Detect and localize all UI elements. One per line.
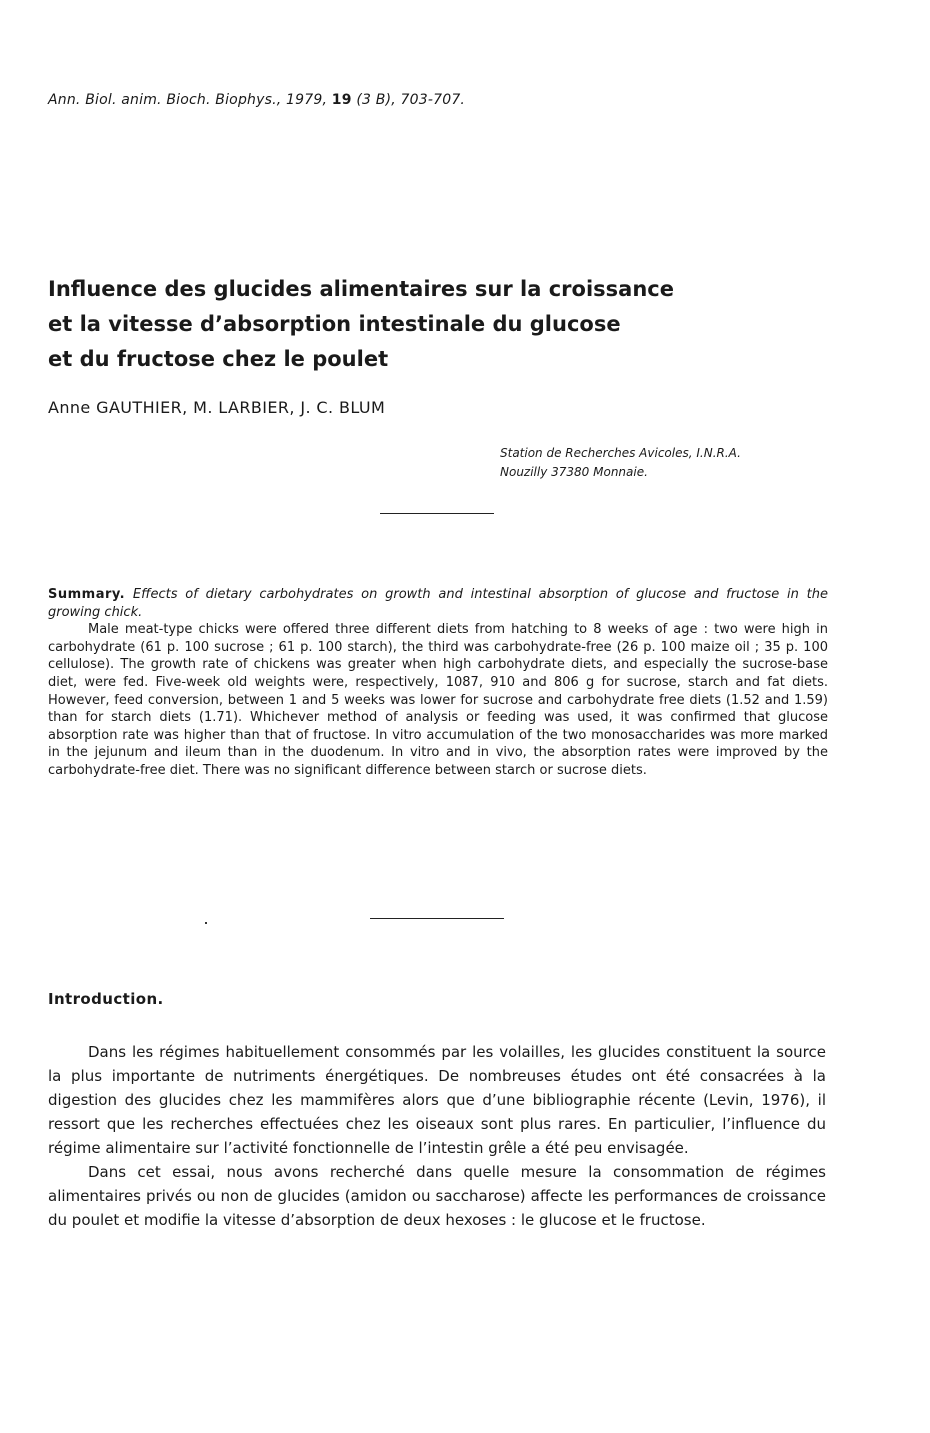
stray-dot: [205, 922, 207, 924]
summary-body: Male meat-type chicks were offered three different diets from hatching to 8 weeks of age : two were high in carbohydrate (61 p. 100 sucrose ; 61 p. 100 starch), the third was carbohydrate-free (26 p. 100 maize oil ; 35 p. 100 cellulose). The growth rate of chickens was greater when high carbohydrate diets, and especially the sucrose-base diet, were fed. Five-week old weights were, respectively, 1087, 910 and 806 g for sucrose, starch and fat diets. However, feed conversion, between 1 and 5 weeks was lower for sucrose and carbohydrate free diets (1.52 and 1.59) than for starch diets (1.71). Whichever method of analysis or feeding was used, it was confirmed that glucose absorption rate was higher than that of fructose. In vitro accumulation of the two monosaccharides was more marked in the jejunum and ileum than in the duodenum. In vitro and in vivo, the absorption rates were improved by the carbohydrate-free diet. There was no significant difference between starch or sucrose diets.: [48, 622, 828, 778]
summary-section: [48, 586, 828, 780]
divider-rule-bottom: [370, 918, 504, 919]
journal-year: 1979,: [286, 92, 328, 108]
journal-volume: 19: [331, 92, 352, 108]
journal-name: Ann. Biol. anim. Bioch. Biophys.,: [48, 92, 282, 108]
introduction-paragraph-1: Dans les régimes habituellement consommés par les volailles, les glucides constituent la source la plus importante de nutriments énergétiques. De nombreuses études ont été consacrées à la digestion des glucides chez les mammifères alors que d’une bibliographie récente (Levin, 1976), il ressort que les recherches effectuées chez les oiseaux sont plus rares. En particulier, l’influence du régime alimentaire sur l’activité fonctionnelle de l’intestin grêle a été peu envisagée.: [48, 1043, 826, 1157]
article-title: [48, 272, 748, 377]
author-list: Anne GAUTHIER, M. LARBIER, J. C. BLUM: [48, 398, 386, 417]
summary-heading: Summary.: [48, 587, 126, 602]
journal-citation: [48, 92, 465, 108]
divider-rule-top: [380, 513, 494, 514]
affiliation: [500, 444, 741, 482]
introduction-heading: Introduction.: [48, 990, 164, 1008]
introduction-text: [48, 1040, 826, 1232]
title-line-1: Influence des glucides alimentaires sur la croissance: [48, 277, 674, 301]
affiliation-line-1: Station de Recherches Avicoles, I.N.R.A.: [500, 446, 741, 460]
summary-subtitle: Effects of dietary carbohydrates on growth and intestinal absorption of glucose and fructose in the growing chick.: [48, 587, 828, 620]
journal-issue-pages: (3 B), 703-707.: [356, 92, 466, 108]
affiliation-line-2: Nouzilly 37380 Monnaie.: [500, 465, 648, 479]
title-line-3: et du fructose chez le poulet: [48, 347, 389, 371]
title-line-2: et la vitesse d’absorption intestinale du glucose: [48, 312, 621, 336]
introduction-paragraph-2: Dans cet essai, nous avons recherché dans quelle mesure la consommation de régimes alimentaires privés ou non de glucides (amidon ou saccharose) affecte les performances de croissance du poulet et modifie la vitesse d’absorption de deux hexoses : le glucose et le fructose.: [48, 1163, 826, 1229]
